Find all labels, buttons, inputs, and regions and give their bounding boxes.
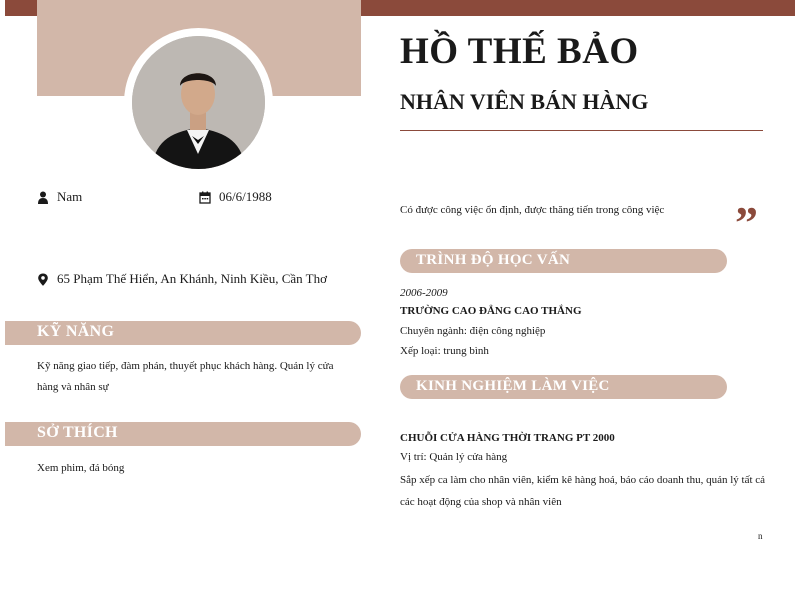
experience-company: CHUỖI CỬA HÀNG THỜI TRANG PT 2000: [400, 432, 615, 444]
person-icon: [37, 191, 49, 204]
title-divider: [400, 130, 763, 131]
dob-info: [199, 189, 272, 205]
skills-section-header: [5, 321, 361, 345]
education-major: Chuyên ngành: điện công nghiệp: [400, 325, 546, 337]
experience-title: KINH NGHIỆM LÀM VIỆC: [416, 378, 610, 394]
portrait-photo-icon: [132, 36, 265, 169]
dob-value: 06/6/1988: [219, 189, 272, 204]
job-title: NHÂN VIÊN BÁN HÀNG: [400, 89, 649, 114]
skills-text: Kỹ năng giao tiếp, đàm phán, thuyết phục khách hàng. Quản lý cửa hàng và nhân sự: [37, 360, 334, 393]
profile-photo: [132, 36, 265, 169]
gender-info: [37, 189, 82, 205]
hobbies-title: SỞ THÍCH: [37, 424, 118, 441]
education-period: 2006-2009: [400, 287, 448, 299]
career-objective: Có được công việc ổn định, được thăng tiến trong công việc: [400, 204, 665, 216]
quote-mark: ”: [735, 197, 758, 248]
skills-title: KỸ NĂNG: [37, 323, 115, 340]
hobbies-text: Xem phim, đá bóng: [37, 462, 125, 474]
candidate-name: HỒ THẾ BẢO: [400, 31, 639, 72]
page-mark: n: [758, 531, 763, 541]
education-rank: Xếp loại: trung bình: [400, 345, 489, 357]
experience-position: Vị trí: Quản lý cửa hàng: [400, 451, 508, 463]
address-info: [37, 271, 327, 287]
education-title: TRÌNH ĐỘ HỌC VẤN: [416, 252, 571, 268]
address-value: 65 Phạm Thế Hiển, An Khánh, Ninh Kiều, Cần Thơ: [57, 271, 327, 286]
location-pin-icon: [37, 273, 49, 286]
gender-value: Nam: [57, 189, 83, 204]
calendar-icon: [199, 191, 211, 204]
experience-description: Sắp xếp ca làm cho nhân viên, kiểm kê hàng hoá, báo cáo doanh thu, quản lý tất cả các hoạt động của shop và nhân viên: [400, 474, 766, 508]
education-section-header: [400, 249, 727, 273]
hobbies-section-header: [5, 422, 361, 446]
education-school: TRƯỜNG CAO ĐẲNG CAO THẮNG: [400, 305, 582, 317]
experience-section-header: [400, 375, 727, 399]
